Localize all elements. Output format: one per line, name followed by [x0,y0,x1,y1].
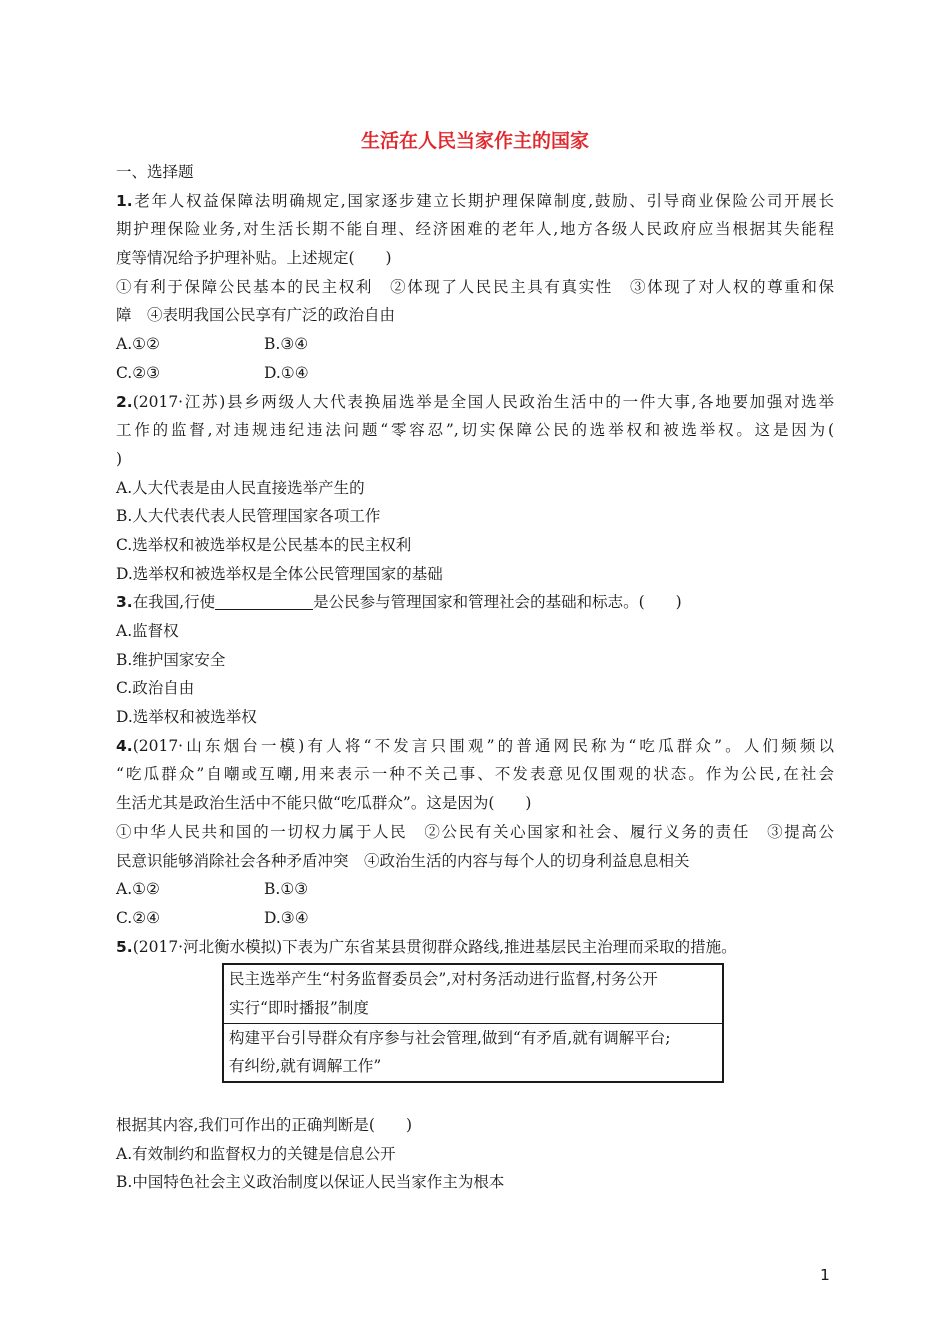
option-b: B.①③ [264,880,309,899]
question-1-line-2: 期护理保险业务,对生活长期不能自理、经济困难的老年人,地方各级人民政府应当根据其失能程 [116,220,834,239]
fill-blank [215,593,313,610]
option-d: D.③④ [264,908,309,927]
question-1-line-3: 度等情况给予护理补贴。上述规定( ) [116,249,392,268]
question-number: 3. [116,593,133,612]
option-c: C.政治自由 [116,679,195,698]
option-d: D.①④ [264,363,309,382]
table-row [223,964,723,1023]
question-3-line-1: 3.在我国,行使 是公民参与管理国家和管理社会的基础和标志。( ) [116,593,682,612]
statement-line: 障 ④表明我国公民享有广泛的政治自由 [116,306,396,325]
question-number: 4. [116,736,133,755]
question-2-line-2: 工作的监督,对违规违纪违法问题“零容忍”,切实保障公民的选举权和被选举权。这是因为( [116,421,834,440]
measures-table [222,963,724,1083]
question-4-line-2: “吃瓜群众”自嘲或互嘲,用来表示一种不关己事、不发表意见仅围观的状态。作为公民,在社会 [116,765,834,784]
option-a: A.有效制约和监督权力的关键是信息公开 [116,1144,396,1163]
option-b: B.维护国家安全 [116,650,226,669]
option-a: A.人大代表是由人民直接选举产生的 [116,478,365,497]
option-b: B.人大代表代表人民管理国家各项工作 [116,507,381,526]
statement-line: 民意识能够消除社会各种矛盾冲突 ④政治生活的内容与每个人的切身利益息息相关 [116,851,690,870]
page-title: 生活在人民当家作主的国家 [360,130,589,152]
page-number: 1 [820,1266,830,1284]
option-a: A.①② [116,335,160,354]
option-row [116,904,834,933]
option-c: C.选举权和被选举权是公民基本的民主权利 [116,535,412,554]
option-row [116,359,834,388]
option-d: D.选举权和被选举权 [116,708,257,727]
question-content [116,158,834,1197]
question-5-ask: 根据其内容,我们可作出的正确判断是( ) [116,1116,413,1135]
statement-line: ①有利于保障公民基本的民主权利 ②体现了人民民主具有真实性 ③体现了对人权的尊重和保 [116,277,834,296]
table-cell: 构建平台引导群众有序参与社会管理,做到“有矛盾,就有调解平台; 有纠纷,就有调解工作” [223,1023,723,1082]
question-1-line-1: 1.老年人权益保障法明确规定,国家逐步建立长期护理保障制度,鼓励、引导商业保险公司开展长 [116,191,834,210]
statement-line: ①中华人民共和国的一切权力属于人民 ②公民有关心国家和社会、履行义务的责任 ③提高公 [116,822,834,841]
option-row [116,875,834,904]
question-4-line-3: 生活尤其是政治生活中不能只做“吃瓜群众”。这是因为( ) [116,794,532,813]
option-a: A.监督权 [116,622,179,640]
option-c: C.②④ [116,908,161,927]
question-number: 5. [116,937,133,956]
section-heading: 一、选择题 [116,163,194,181]
table-cell: 民主选举产生“村务监督委员会”,对村务活动进行监督,村务公开 实行“即时播报”制度 [223,964,723,1023]
question-number: 2. [116,392,133,411]
question-2-line-3: ) [116,449,123,468]
question-number: 1. [116,191,133,210]
option-row [116,330,834,359]
question-2-line-1: 2.(2017·江苏)县乡两级人大代表换届选举是全国人民政治生活中的一件大事,各地要加强对选举 [116,392,834,411]
option-b: B.③④ [264,335,309,354]
option-c: C.②③ [116,363,161,382]
option-a: A.①② [116,880,160,899]
option-b: B.中国特色社会主义政治制度以保证人民当家作主为根本 [116,1173,505,1192]
question-4-line-1: 4.(2017·山东烟台一模)有人将“不发言只围观”的普通网民称为“吃瓜群众”。人们频频以 [116,736,834,755]
table-row [223,1023,723,1082]
option-d: D.选举权和被选举权是全体公民管理国家的基础 [116,564,443,583]
question-5-line-1: 5.(2017·河北衡水模拟)下表为广东省某县贯彻群众路线,推进基层民主治理而采取的措施。 [116,937,737,956]
